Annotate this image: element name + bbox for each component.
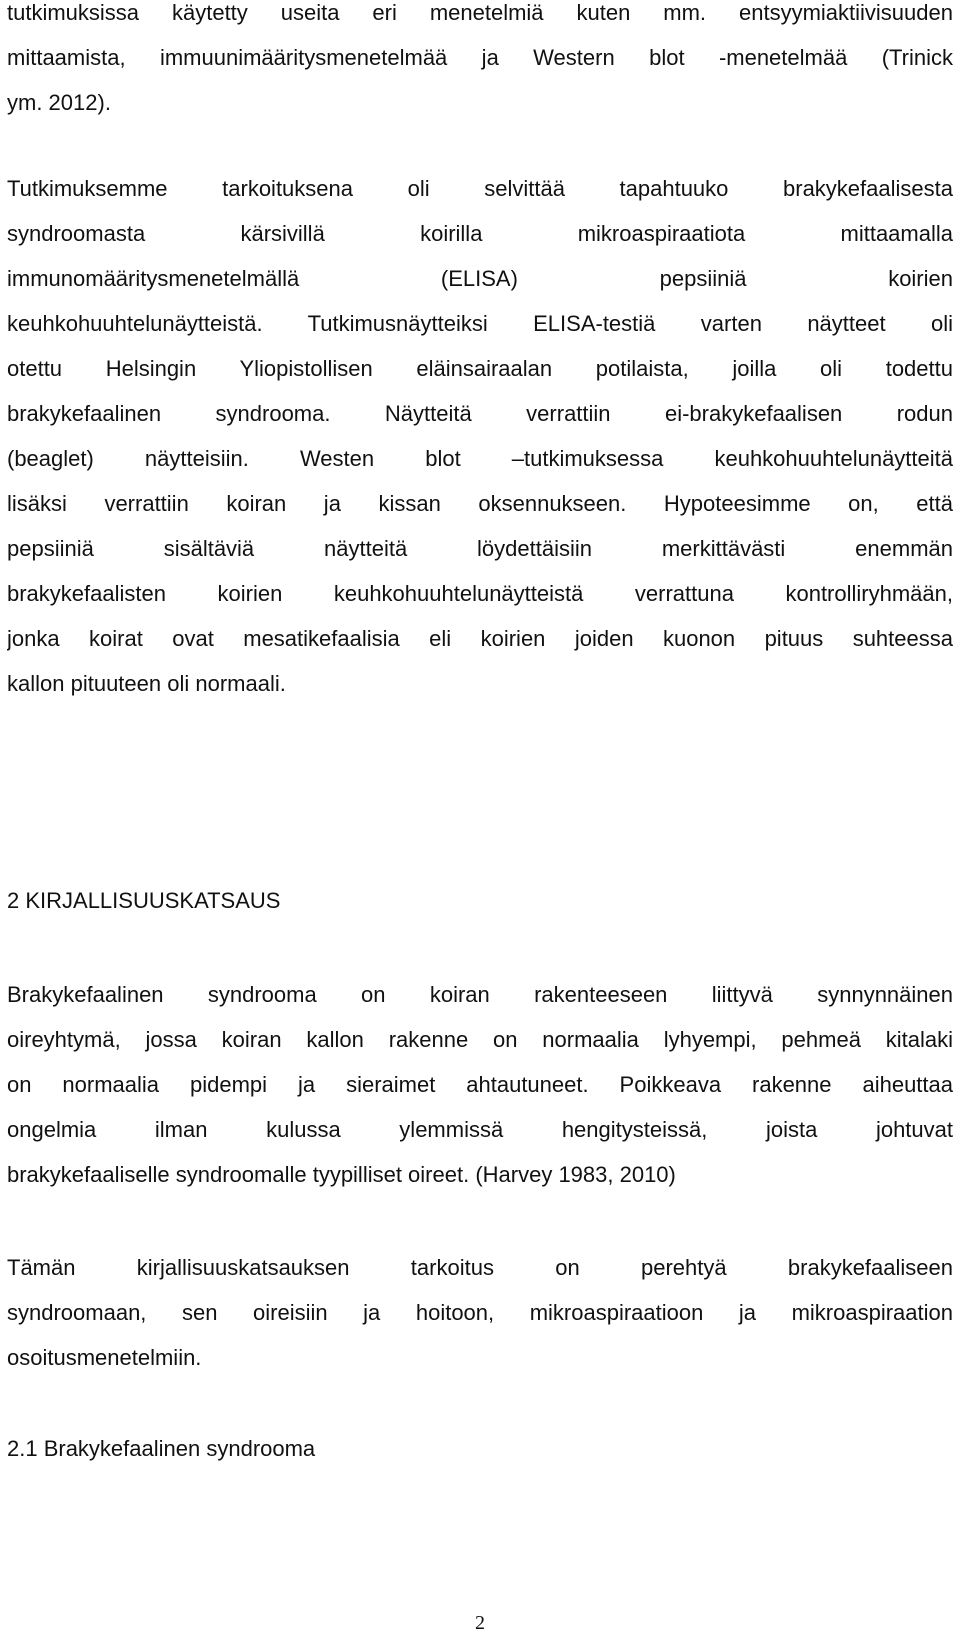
text-line: (beaglet) näytteisiin. Westen blot –tutkimuksessa keuhkohuuhtelunäytteitä (7, 446, 953, 471)
page-number: 2 (475, 1612, 485, 1634)
text-line: kallon pituuteen oli normaali. (7, 671, 286, 696)
text-line: ongelmia ilman kulussa ylemmissä hengitysteissä, joista johtuvat (7, 1117, 953, 1142)
paragraph-review-aim (7, 1245, 953, 1380)
subsection-heading: 2.1 Brakykefaalinen syndrooma (7, 1436, 316, 1461)
text-line: immunomääritysmenetelmällä (ELISA) pepsiiniä koirien (7, 266, 953, 291)
paragraph-research-aim (7, 166, 953, 706)
paragraph-definition (7, 972, 953, 1197)
text-line: ym. 2012). (7, 90, 111, 115)
text-line: pepsiiniä sisältäviä näytteitä löydettäisiin merkittävästi enemmän (7, 536, 953, 561)
text-line: brakykefaalinen syndrooma. Näytteitä verrattiin ei-brakykefaalisen rodun (7, 401, 953, 426)
text-line: brakykefaalisten koirien keuhkohuuhtelunäytteistä verrattuna kontrolliryhmään, (7, 581, 953, 606)
paragraph-intro-continuation (7, 0, 953, 125)
text-line: syndroomaan, sen oireisiin ja hoitoon, mikroaspiraatioon ja mikroaspiraation (7, 1300, 953, 1325)
text-line: mittaamista, immuunimääritysmenetelmää ja Western blot -menetelmää (Trinick (7, 45, 953, 70)
text-line: on normaalia pidempi ja sieraimet ahtautuneet. Poikkeava rakenne aiheuttaa (7, 1072, 953, 1097)
text-line: lisäksi verrattiin koiran ja kissan oksennukseen. Hypoteesimme on, että (7, 491, 953, 516)
text-line: Tämän kirjallisuuskatsauksen tarkoitus on perehtyä brakykefaaliseen (7, 1255, 953, 1280)
text-line: keuhkohuuhtelunäytteistä. Tutkimusnäytteiksi ELISA-testiä varten näytteet oli (7, 311, 953, 336)
text-line: jonka koirat ovat mesatikefaalisia eli koirien joiden kuonon pituus suhteessa (7, 626, 953, 651)
text-line: tutkimuksissa käytetty useita eri menetelmiä kuten mm. entsyymiaktiivisuuden (7, 0, 953, 25)
text-line: Brakykefaalinen syndrooma on koiran rakenteeseen liittyvä synnynnäinen (7, 982, 953, 1007)
text-line: osoitusmenetelmiin. (7, 1345, 202, 1370)
text-line: syndroomasta kärsivillä koirilla mikroaspiraatiota mittaamalla (7, 221, 953, 246)
text-line: Tutkimuksemme tarkoituksena oli selvittää tapahtuuko brakykefaalisesta (7, 176, 953, 201)
section-heading: 2 KIRJALLISUUSKATSAUS (7, 888, 281, 913)
text-line: otettu Helsingin Yliopistollisen eläinsairaalan potilaista, joilla oli todettu (7, 356, 953, 381)
text-line: oireyhtymä, jossa koiran kallon rakenne on normaalia lyhyempi, pehmeä kitalaki (7, 1027, 953, 1052)
text-line: brakykefaaliselle syndroomalle tyypilliset oireet. (Harvey 1983, 2010) (7, 1162, 676, 1187)
